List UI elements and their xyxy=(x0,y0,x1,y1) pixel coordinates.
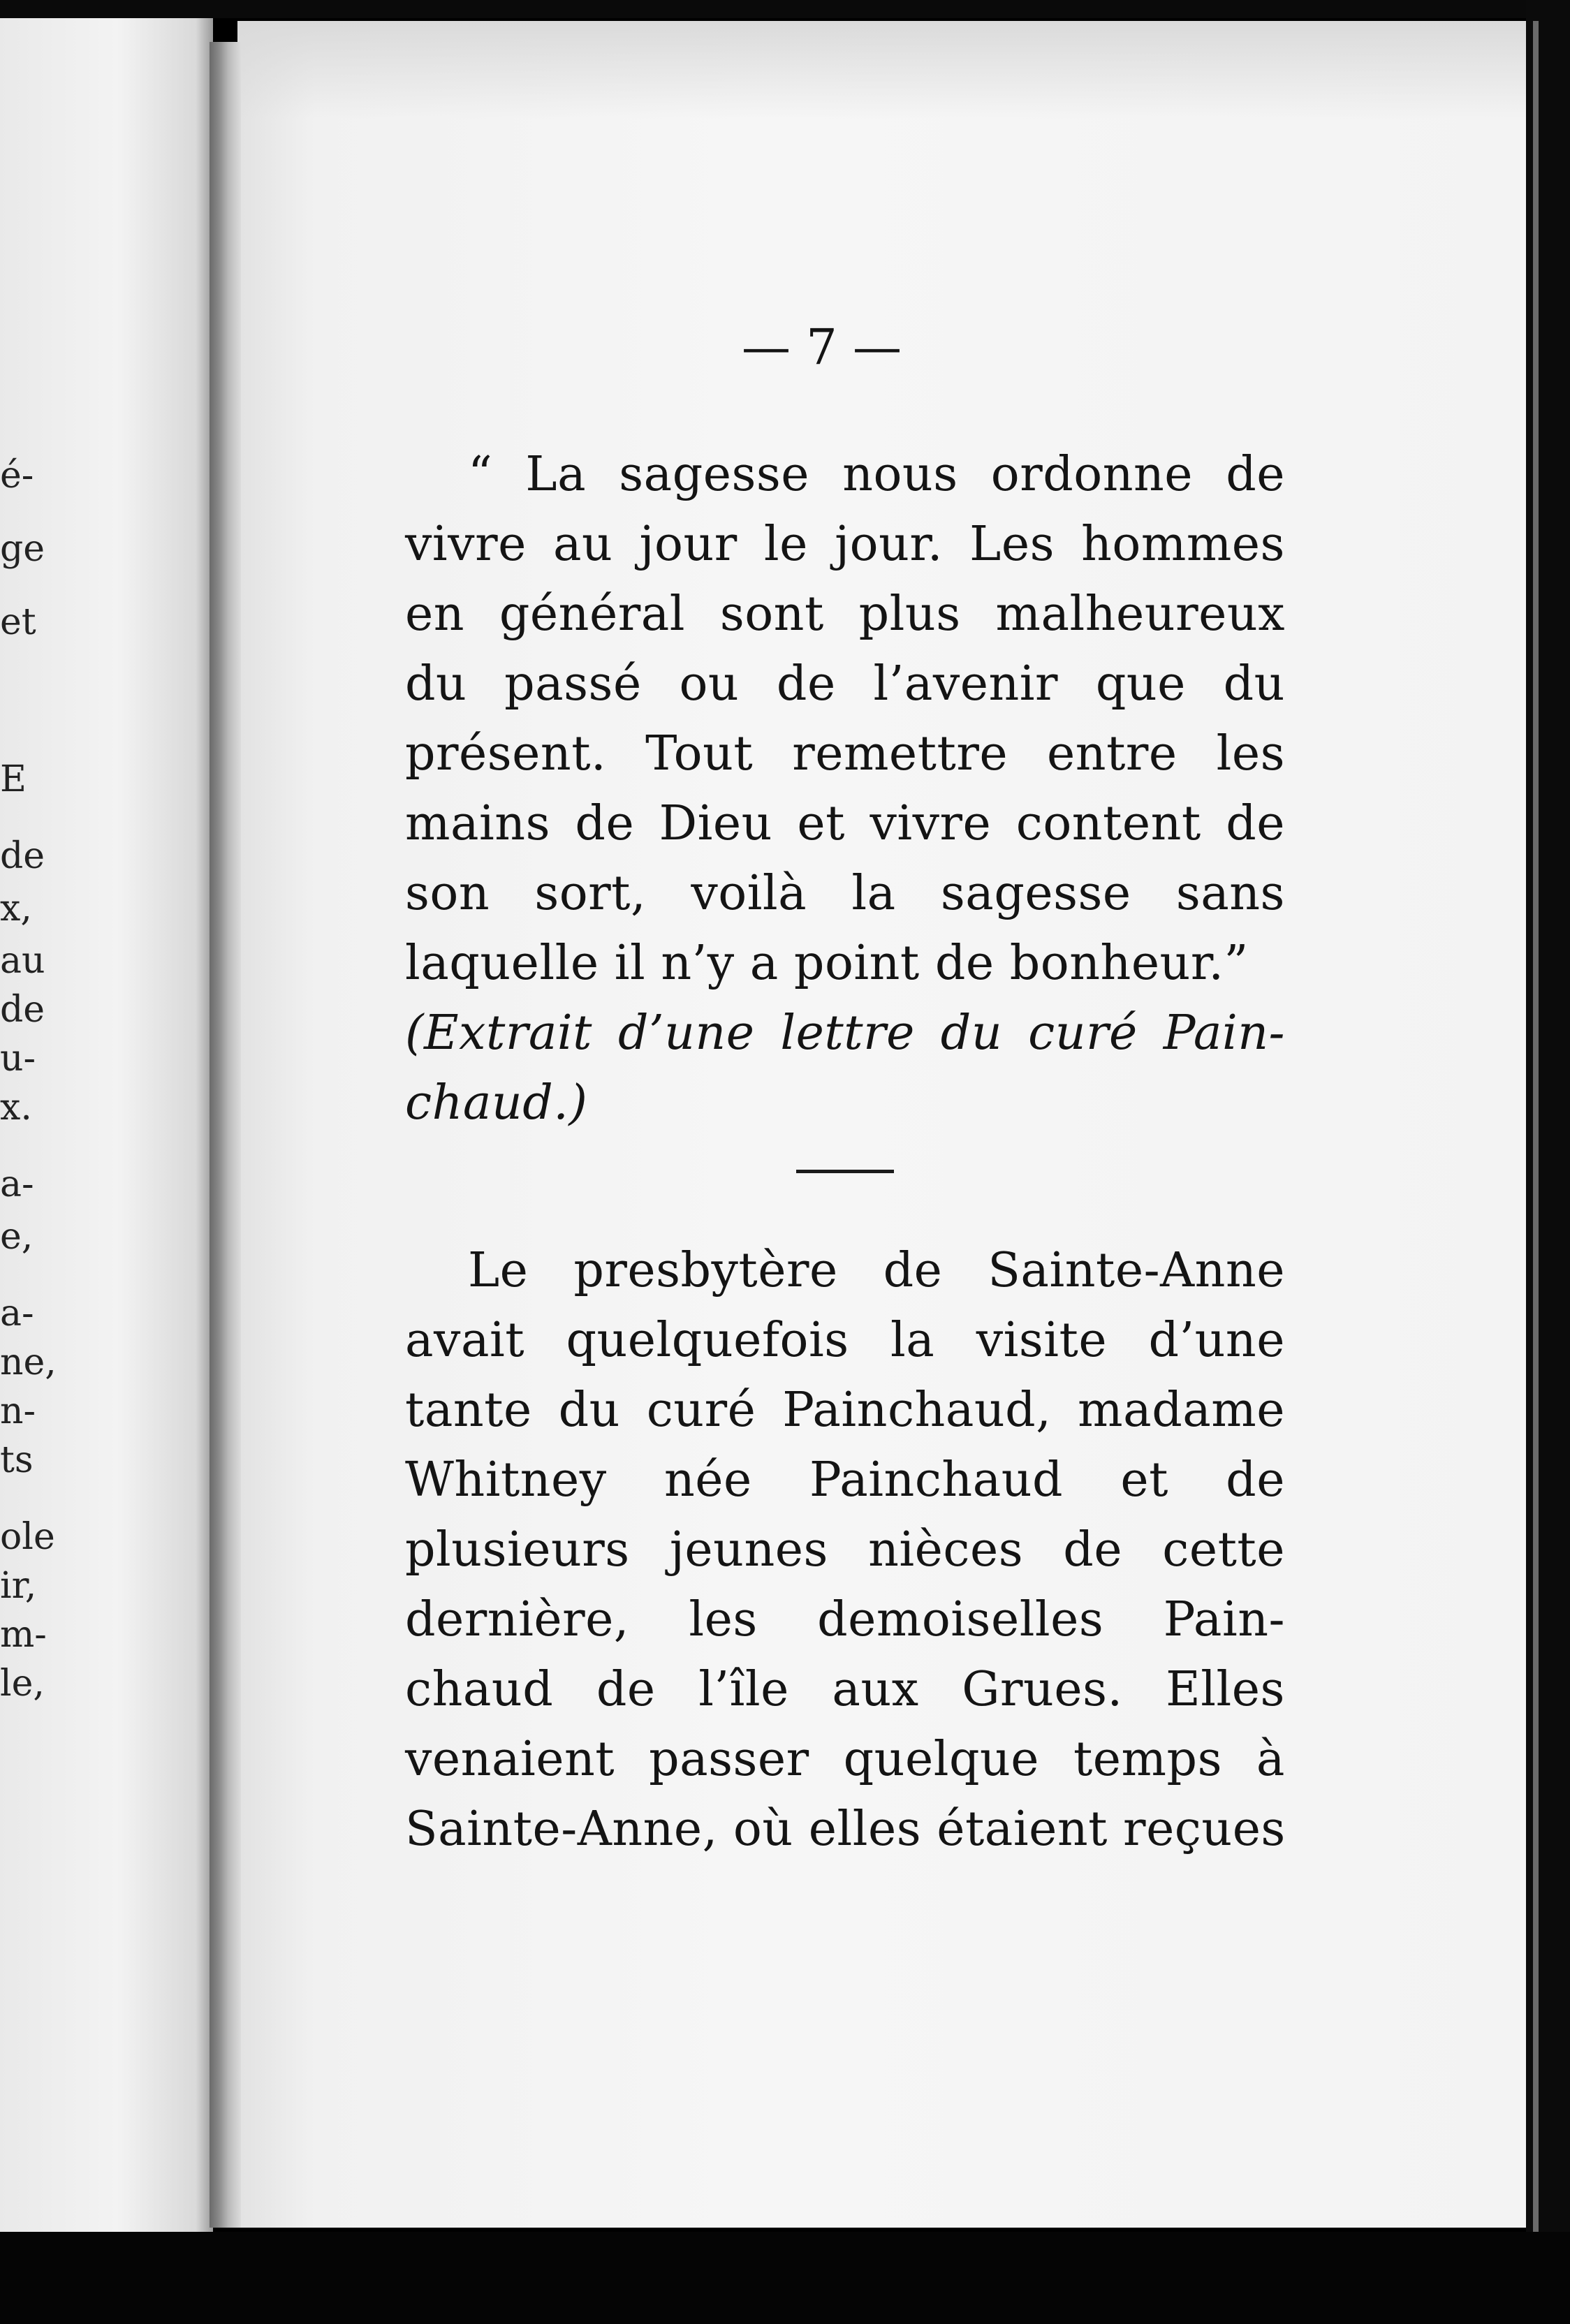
scanner-top-border xyxy=(0,0,1570,18)
quote-citation xyxy=(405,999,1285,1138)
citation-line: chaud.) xyxy=(405,1075,588,1131)
previous-page-text-fragment: x, xyxy=(0,888,32,929)
paragraph-line: chaud de l’île aux Grues. Elles xyxy=(405,1662,1285,1717)
citation-line: (Extrait d’une lettre du curé Pain- xyxy=(405,1006,1285,1061)
previous-page-text-fragment: E xyxy=(0,758,27,800)
page-number: — 7 — xyxy=(742,318,902,376)
quote-line: laquelle il n’y a point de bonheur.” xyxy=(405,936,1249,991)
previous-page-text-fragment: a- xyxy=(0,1293,34,1334)
previous-page-text-fragment: de xyxy=(0,835,45,877)
previous-page-text-fragment: x. xyxy=(0,1087,32,1128)
paragraph-line: avait quelquefois la visite d’une xyxy=(405,1313,1285,1368)
paragraph-line: Le presbytère de Sainte-Anne xyxy=(468,1243,1285,1298)
previous-page-text-fragment: m- xyxy=(0,1614,47,1656)
paragraph-line: Whitney née Painchaud et de xyxy=(405,1452,1285,1508)
paragraph-line: Sainte-Anne, où elles étaient reçues xyxy=(405,1802,1286,1857)
scanner-bottom-border xyxy=(0,2232,1570,2324)
quote-paragraph xyxy=(405,440,1285,999)
quote-line: présent. Tout remettre entre les xyxy=(405,726,1285,781)
section-rule xyxy=(796,1170,894,1173)
previous-page-text-fragment: et xyxy=(0,601,36,643)
quote-line: son sort, voilà la sagesse sans xyxy=(405,866,1285,921)
quote-line: en général sont plus malheureux xyxy=(405,587,1285,642)
previous-page-text-fragment: ts xyxy=(0,1439,34,1481)
quote-line: vivre au jour le jour. Les hommes xyxy=(405,517,1285,572)
previous-page-text-fragment: de xyxy=(0,989,45,1031)
book-gutter xyxy=(210,42,241,2228)
paragraph-line: venaient passer quelque temps à xyxy=(405,1732,1285,1787)
previous-page-text-fragment: a- xyxy=(0,1163,34,1205)
previous-page-text-fragment: ne, xyxy=(0,1341,57,1383)
quote-line: mains de Dieu et vivre content de xyxy=(405,796,1285,851)
previous-page-edge xyxy=(0,18,213,2232)
page-edge-strip xyxy=(1533,21,1539,2235)
previous-page-text-fragment: le, xyxy=(0,1663,45,1705)
page-text xyxy=(405,440,1285,1865)
paragraph-line: plusieurs jeunes nièces de cette xyxy=(405,1522,1285,1577)
scanner-right-border xyxy=(1526,0,1570,2324)
previous-page-text-fragment: e, xyxy=(0,1216,34,1258)
paragraph-line: dernière, les demoiselles Pain- xyxy=(405,1592,1285,1647)
previous-page-text-fragment: u- xyxy=(0,1038,36,1080)
body-paragraph xyxy=(405,1236,1285,1865)
previous-page-text-fragment: au xyxy=(0,940,45,982)
previous-page-text-fragment: ole xyxy=(0,1516,55,1558)
previous-page-text-fragment: é- xyxy=(0,455,34,497)
quote-line: du passé ou de l’avenir que du xyxy=(405,656,1285,712)
previous-page-text-fragment: ge xyxy=(0,528,45,570)
paragraph-line: tante du curé Painchaud, madame xyxy=(405,1383,1285,1438)
previous-page-text-fragment: ir, xyxy=(0,1565,37,1607)
page-shadow xyxy=(237,21,1526,119)
quote-line: “ La sagesse nous ordonne de xyxy=(468,447,1285,502)
previous-page-text-fragment: n- xyxy=(0,1390,36,1432)
